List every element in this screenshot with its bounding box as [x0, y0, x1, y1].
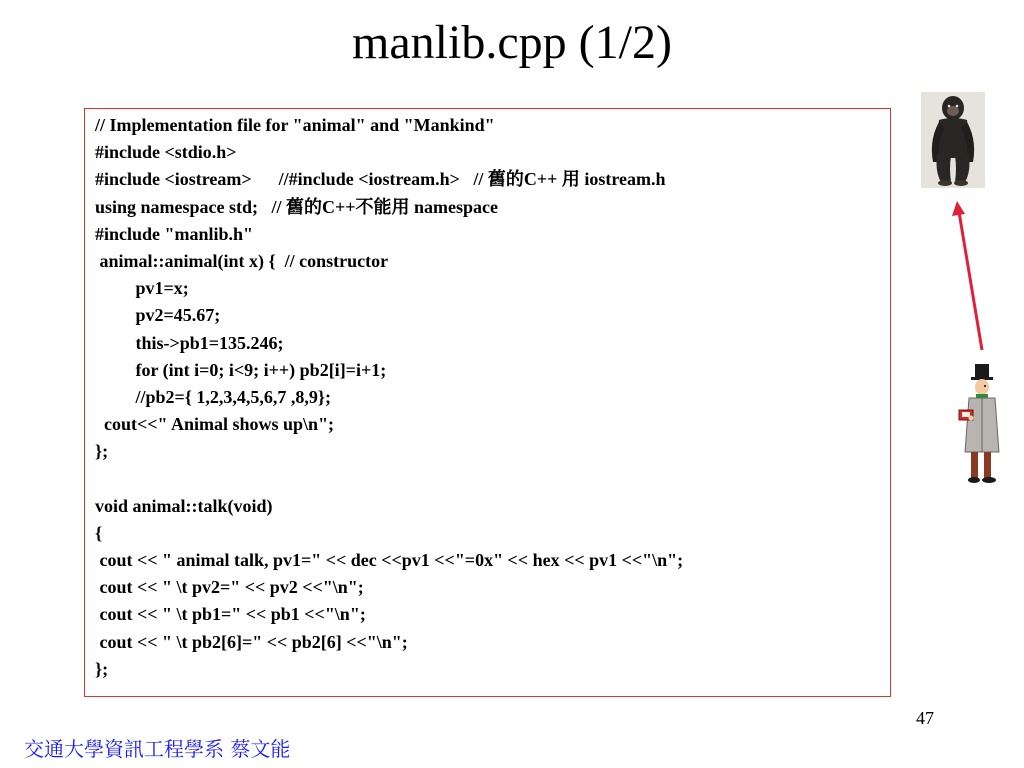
code-line: // Implementation file for "animal" and "Mankind"	[95, 115, 495, 135]
code-line: for (int i=0; i<9; i++) pb2[i]=i+1;	[95, 359, 387, 380]
code-line: void animal::talk(void)	[95, 495, 273, 516]
code-line: #include <stdio.h>	[95, 142, 237, 163]
code-line: using namespace std; // 舊的C++不能用 namespace	[95, 196, 499, 217]
code-line: animal::animal(int x) { // constructor	[95, 250, 389, 271]
code-line: pv1=x;	[95, 278, 189, 299]
code-line: cout << " animal talk, pv1=" << dec <<pv1 <<"=0x" << hex << pv1 <<"\n";	[95, 550, 684, 570]
code-line: {	[95, 522, 103, 543]
code-line: cout << " \t pv2=" << pv2 <<"\n";	[95, 577, 364, 598]
code-line	[95, 465, 890, 492]
code-box	[84, 108, 891, 697]
code-line: };	[95, 658, 109, 679]
code-line: cout << " \t pb2[6]=" << pb2[6] <<"\n";	[95, 631, 408, 652]
ape-icon	[921, 92, 985, 188]
code-line: };	[95, 441, 109, 462]
code-line: cout<<" Animal shows up\n";	[95, 414, 335, 435]
code-line: cout << " \t pb1=" << pb1 <<"\n";	[95, 604, 366, 625]
arrow-up-icon	[950, 198, 990, 356]
page-number: 47	[916, 708, 934, 728]
slide-title: manlib.cpp (1/2)	[352, 16, 672, 69]
code-line: //pb2={ 1,2,3,4,5,6,7 ,8,9};	[95, 386, 331, 407]
code-line: this->pb1=135.246;	[95, 332, 284, 353]
code-line: #include <iostream> //#include <iostream.h> // 舊的C++ 用 iostream.h	[95, 169, 666, 190]
code-line: #include "manlib.h"	[95, 223, 254, 244]
code-line: pv2=45.67;	[95, 305, 221, 326]
footer-credit: 交通大學資訊工程學系 蔡文能	[24, 737, 291, 761]
man-reading-book-icon	[955, 362, 1005, 488]
